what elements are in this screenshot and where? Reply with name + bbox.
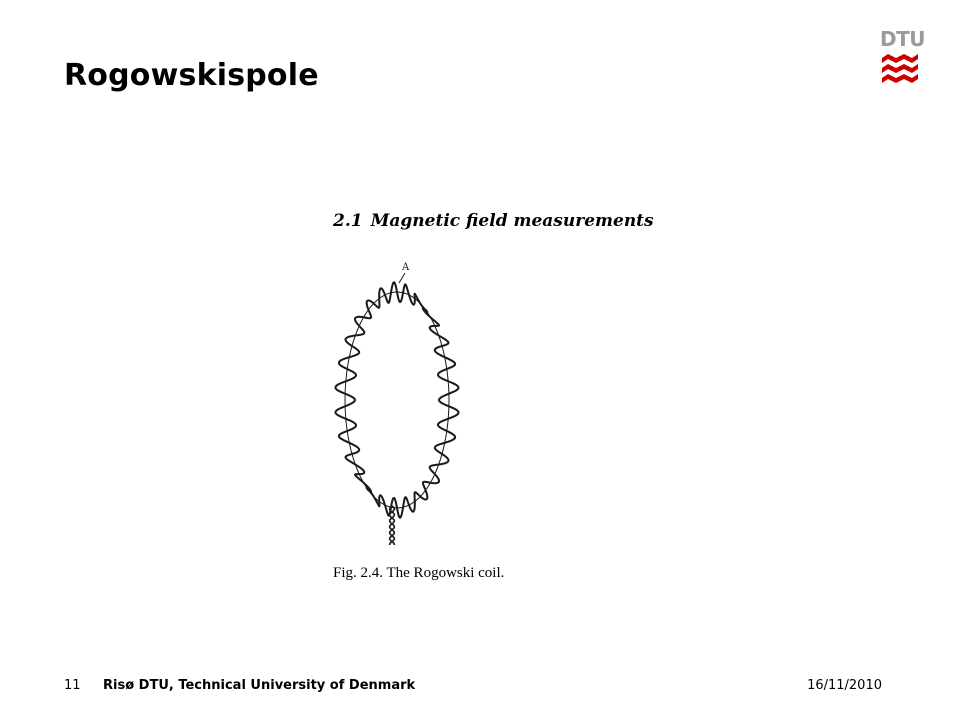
slide-title: Rogowskispole [64,58,319,93]
figure-section-title: Magnetic field measurements [370,211,654,231]
rogowski-figure [325,205,654,595]
footer-date: 16/11/2010 [807,678,882,693]
figure-section-heading [333,211,654,231]
footer-organization: Risø DTU, Technical University of Denmark [103,678,416,693]
dtu-logo [880,27,925,86]
coil-former [345,292,449,508]
rogowski-coil-diagram [325,245,525,545]
dtu-logo-mark-icon [880,54,920,84]
page-number: 11 [64,678,81,693]
figure-section-number: 2.1 [333,211,363,231]
dtu-logo-text: DTU [880,27,925,51]
slide-footer [64,678,882,698]
figure-caption: Fig. 2.4. The Rogowski coil. [333,565,505,581]
coil-winding [335,282,458,517]
coil-point-label: A [402,262,410,273]
coil-point-arrow [399,273,405,283]
